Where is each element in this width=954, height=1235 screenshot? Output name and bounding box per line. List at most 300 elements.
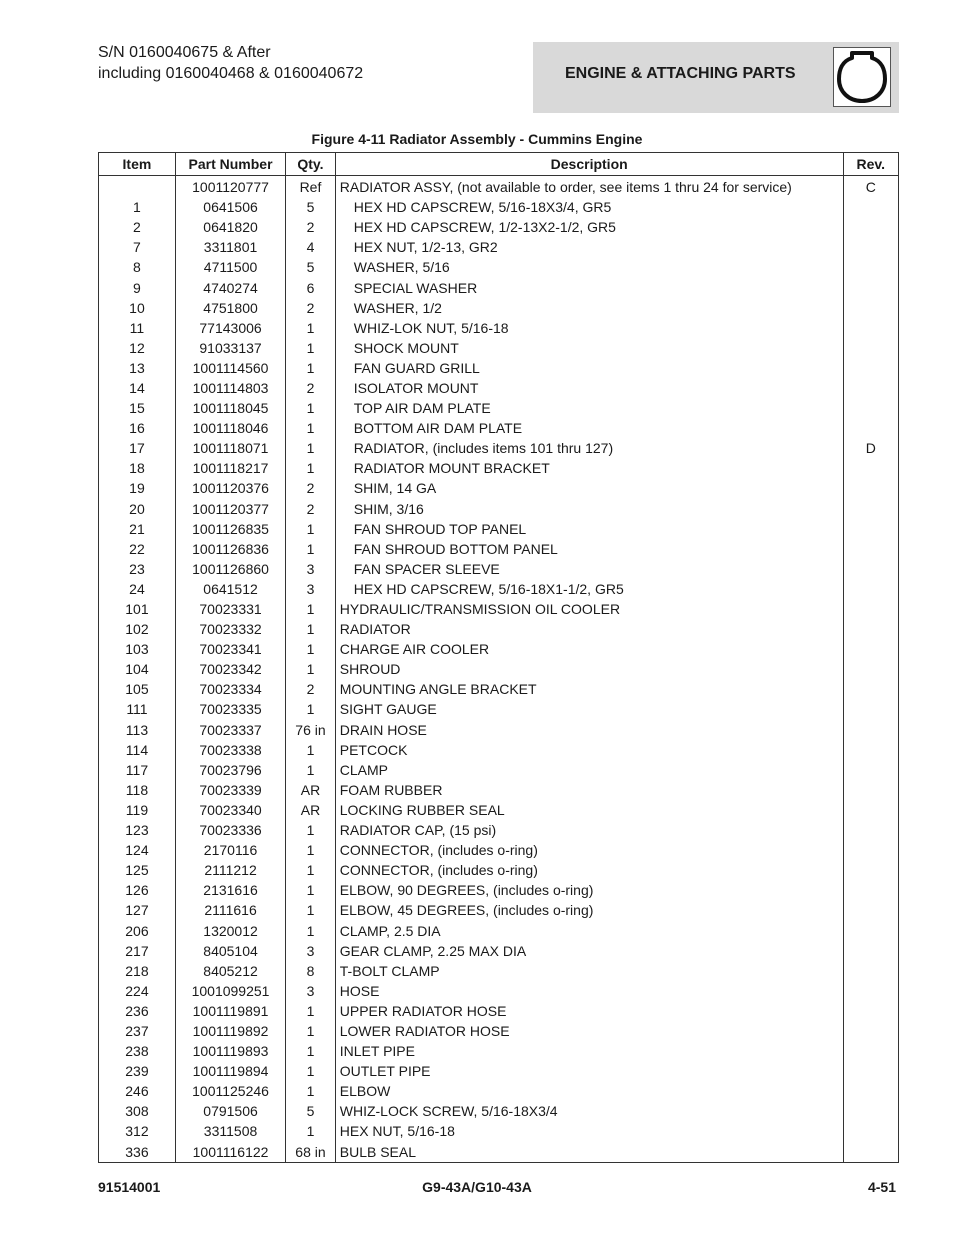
column-header-rev: Rev. xyxy=(843,153,898,176)
cell-qty: 3 xyxy=(286,981,336,1001)
cell-description xyxy=(335,257,843,277)
cell-qty: 6 xyxy=(286,277,336,297)
cell-rev xyxy=(843,237,898,257)
cell-description-text: HEX HD CAPSCREW, 5/16-18X1-1/2, GR5 xyxy=(353,580,624,597)
cell-item: 217 xyxy=(99,941,176,961)
cell-description: GEAR CLAMP, 2.25 MAX DIA xyxy=(335,941,843,961)
cell-part-number: 1001114803 xyxy=(175,378,285,398)
cell-part-number: 0641820 xyxy=(175,217,285,237)
cell-part-number: 1001114560 xyxy=(175,358,285,378)
cell-description xyxy=(335,318,843,338)
cell-description xyxy=(335,478,843,498)
table-row xyxy=(99,720,899,740)
serial-number-line-2: including 0160040468 & 0160040672 xyxy=(98,65,364,82)
serial-number-block xyxy=(98,42,363,84)
cell-item: 1 xyxy=(99,197,176,217)
cell-qty: 1 xyxy=(286,1121,336,1141)
cell-description: SIGHT GAUGE xyxy=(335,699,843,719)
cell-rev xyxy=(843,659,898,679)
cell-part-number: 2111616 xyxy=(175,900,285,920)
engine-outline-icon xyxy=(833,47,891,107)
cell-qty: 1 xyxy=(286,398,336,418)
cell-qty: 1 xyxy=(286,639,336,659)
cell-qty: 3 xyxy=(286,941,336,961)
cell-rev xyxy=(843,1101,898,1121)
parts-table-body xyxy=(99,176,899,1163)
cell-description xyxy=(335,539,843,559)
cell-part-number: 1001120377 xyxy=(175,499,285,519)
cell-qty: 1 xyxy=(286,438,336,458)
table-row xyxy=(99,197,899,217)
cell-part-number: 2131616 xyxy=(175,880,285,900)
table-row xyxy=(99,277,899,297)
cell-qty: 1 xyxy=(286,740,336,760)
cell-qty: 1 xyxy=(286,1001,336,1021)
table-row xyxy=(99,499,899,519)
column-header-part-number: Part Number xyxy=(175,153,285,176)
cell-part-number: 91033137 xyxy=(175,338,285,358)
cell-part-number: 1001099251 xyxy=(175,981,285,1001)
cell-item: 21 xyxy=(99,519,176,539)
parts-table xyxy=(98,152,899,1163)
footer-page-number: 4-51 xyxy=(867,1179,896,1195)
cell-part-number: 77143006 xyxy=(175,318,285,338)
cell-qty: 2 xyxy=(286,298,336,318)
cell-part-number: 1001116122 xyxy=(175,1142,285,1163)
table-row xyxy=(99,559,899,579)
cell-item: 23 xyxy=(99,559,176,579)
cell-qty: 3 xyxy=(286,579,336,599)
cell-qty: 1 xyxy=(286,458,336,478)
cell-description: UPPER RADIATOR HOSE xyxy=(335,1001,843,1021)
table-row xyxy=(99,740,899,760)
cell-qty: 1 xyxy=(286,900,336,920)
cell-part-number: 3311508 xyxy=(175,1121,285,1141)
cell-item: 246 xyxy=(99,1081,176,1101)
cell-item: 237 xyxy=(99,1021,176,1041)
cell-item: 103 xyxy=(99,639,176,659)
cell-qty: 2 xyxy=(286,679,336,699)
cell-qty: 1 xyxy=(286,699,336,719)
table-row xyxy=(99,760,899,780)
cell-rev xyxy=(843,1061,898,1081)
cell-description: ELBOW, 90 DEGREES, (includes o-ring) xyxy=(335,880,843,900)
cell-item: 12 xyxy=(99,338,176,358)
cell-description-text: FAN SPACER SLEEVE xyxy=(353,560,500,577)
cell-qty: 2 xyxy=(286,217,336,237)
cell-description: BULB SEAL xyxy=(335,1142,843,1163)
cell-part-number: 70023338 xyxy=(175,740,285,760)
table-row xyxy=(99,880,899,900)
table-row xyxy=(99,659,899,679)
cell-part-number: 1001118045 xyxy=(175,398,285,418)
cell-description-text: ISOLATOR MOUNT xyxy=(353,379,479,396)
cell-part-number: 0791506 xyxy=(175,1101,285,1121)
cell-item: 239 xyxy=(99,1061,176,1081)
table-row xyxy=(99,840,899,860)
cell-description: SHROUD xyxy=(335,659,843,679)
cell-rev xyxy=(843,679,898,699)
cell-qty: 68 in xyxy=(286,1142,336,1163)
cell-part-number: 1001118046 xyxy=(175,418,285,438)
cell-item: 2 xyxy=(99,217,176,237)
cell-description: DRAIN HOSE xyxy=(335,720,843,740)
cell-rev xyxy=(843,418,898,438)
cell-rev xyxy=(843,478,898,498)
cell-qty: 3 xyxy=(286,559,336,579)
cell-description-text: TOP AIR DAM PLATE xyxy=(353,400,491,417)
cell-rev xyxy=(843,780,898,800)
cell-part-number: 4740274 xyxy=(175,277,285,297)
cell-rev xyxy=(843,398,898,418)
cell-item: 119 xyxy=(99,800,176,820)
cell-rev xyxy=(843,1041,898,1061)
table-row xyxy=(99,1021,899,1041)
column-header-description: Description xyxy=(335,153,843,176)
cell-qty: AR xyxy=(286,800,336,820)
cell-rev xyxy=(843,599,898,619)
cell-part-number: 70023342 xyxy=(175,659,285,679)
cell-item: 7 xyxy=(99,237,176,257)
section-header xyxy=(533,42,899,113)
table-row xyxy=(99,378,899,398)
cell-part-number: 1001119893 xyxy=(175,1041,285,1061)
cell-rev xyxy=(843,338,898,358)
cell-qty: 8 xyxy=(286,961,336,981)
cell-rev xyxy=(843,981,898,1001)
cell-qty: 5 xyxy=(286,197,336,217)
cell-description xyxy=(335,579,843,599)
cell-part-number: 1001120376 xyxy=(175,478,285,498)
cell-item: 9 xyxy=(99,277,176,297)
cell-description: INLET PIPE xyxy=(335,1041,843,1061)
cell-part-number: 70023339 xyxy=(175,780,285,800)
cell-item: 111 xyxy=(99,699,176,719)
cell-description xyxy=(335,458,843,478)
table-row xyxy=(99,257,899,277)
table-row xyxy=(99,699,899,719)
cell-item xyxy=(99,176,176,198)
table-row xyxy=(99,1142,899,1163)
cell-item: 236 xyxy=(99,1001,176,1021)
table-row xyxy=(99,941,899,961)
cell-rev xyxy=(843,699,898,719)
cell-rev: D xyxy=(843,438,898,458)
cell-rev xyxy=(843,1021,898,1041)
table-row xyxy=(99,820,899,840)
table-row xyxy=(99,1121,899,1141)
cell-description-text: SPECIAL WASHER xyxy=(353,279,478,296)
cell-part-number: 70023331 xyxy=(175,599,285,619)
cell-description: RADIATOR ASSY, (not available to order, see items 1 thru 24 for service) xyxy=(335,176,843,198)
cell-item: 11 xyxy=(99,318,176,338)
cell-description xyxy=(335,237,843,257)
cell-qty: 2 xyxy=(286,378,336,398)
cell-qty: 1 xyxy=(286,1021,336,1041)
cell-description: RADIATOR CAP, (15 psi) xyxy=(335,820,843,840)
cell-description: WHIZ-LOCK SCREW, 5/16-18X3/4 xyxy=(335,1101,843,1121)
cell-part-number: 70023796 xyxy=(175,760,285,780)
cell-item: 312 xyxy=(99,1121,176,1141)
table-row xyxy=(99,900,899,920)
table-row xyxy=(99,298,899,318)
cell-part-number: 2111212 xyxy=(175,860,285,880)
cell-description xyxy=(335,499,843,519)
cell-qty: 1 xyxy=(286,599,336,619)
cell-description: CHARGE AIR COOLER xyxy=(335,639,843,659)
cell-qty: 4 xyxy=(286,237,336,257)
cell-item: 22 xyxy=(99,539,176,559)
table-row xyxy=(99,398,899,418)
table-row xyxy=(99,1101,899,1121)
cell-qty: 5 xyxy=(286,257,336,277)
cell-rev xyxy=(843,880,898,900)
cell-description: PETCOCK xyxy=(335,740,843,760)
cell-part-number: 1001118217 xyxy=(175,458,285,478)
cell-part-number: 3311801 xyxy=(175,237,285,257)
cell-rev xyxy=(843,1121,898,1141)
cell-item: 124 xyxy=(99,840,176,860)
table-row xyxy=(99,1001,899,1021)
cell-part-number: 4751800 xyxy=(175,298,285,318)
cell-rev xyxy=(843,760,898,780)
cell-qty: 1 xyxy=(286,880,336,900)
table-row xyxy=(99,981,899,1001)
cell-qty: 1 xyxy=(286,1061,336,1081)
cell-part-number: 70023332 xyxy=(175,619,285,639)
cell-description: RADIATOR xyxy=(335,619,843,639)
cell-item: 238 xyxy=(99,1041,176,1061)
cell-rev xyxy=(843,800,898,820)
cell-part-number: 4711500 xyxy=(175,257,285,277)
cell-description-text: FAN SHROUD BOTTOM PANEL xyxy=(353,540,558,557)
cell-part-number: 0641512 xyxy=(175,579,285,599)
cell-rev: C xyxy=(843,176,898,198)
cell-part-number: 70023335 xyxy=(175,699,285,719)
cell-description-text: HEX HD CAPSCREW, 1/2-13X2-1/2, GR5 xyxy=(353,219,616,236)
cell-rev xyxy=(843,740,898,760)
cell-description-text: BOTTOM AIR DAM PLATE xyxy=(353,420,523,437)
cell-rev xyxy=(843,820,898,840)
table-row xyxy=(99,579,899,599)
cell-item: 24 xyxy=(99,579,176,599)
cell-description: CLAMP, 2.5 DIA xyxy=(335,920,843,940)
cell-qty: 1 xyxy=(286,659,336,679)
cell-description: T-BOLT CLAMP xyxy=(335,961,843,981)
cell-part-number: 1001126835 xyxy=(175,519,285,539)
cell-item: 218 xyxy=(99,961,176,981)
cell-description-text: WASHER, 5/16 xyxy=(353,259,450,276)
table-header-row xyxy=(99,153,899,176)
cell-qty: 1 xyxy=(286,1041,336,1061)
cell-rev xyxy=(843,318,898,338)
cell-description: HEX NUT, 5/16-18 xyxy=(335,1121,843,1141)
cell-description xyxy=(335,277,843,297)
cell-item: 123 xyxy=(99,820,176,840)
table-row xyxy=(99,920,899,940)
cell-item: 18 xyxy=(99,458,176,478)
cell-rev xyxy=(843,298,898,318)
cell-item: 101 xyxy=(99,599,176,619)
cell-description: LOCKING RUBBER SEAL xyxy=(335,800,843,820)
cell-description xyxy=(335,519,843,539)
cell-part-number: 8405104 xyxy=(175,941,285,961)
cell-part-number: 70023340 xyxy=(175,800,285,820)
cell-description-text: RADIATOR MOUNT BRACKET xyxy=(353,460,550,477)
cell-item: 14 xyxy=(99,378,176,398)
table-row xyxy=(99,458,899,478)
cell-item: 125 xyxy=(99,860,176,880)
table-row xyxy=(99,639,899,659)
cell-qty: 1 xyxy=(286,418,336,438)
cell-qty: 1 xyxy=(286,840,336,860)
cell-rev xyxy=(843,277,898,297)
cell-rev xyxy=(843,1081,898,1101)
cell-qty: 1 xyxy=(286,860,336,880)
cell-rev xyxy=(843,1142,898,1163)
cell-description xyxy=(335,338,843,358)
table-row xyxy=(99,318,899,338)
table-row xyxy=(99,1061,899,1081)
cell-part-number: 70023334 xyxy=(175,679,285,699)
cell-rev xyxy=(843,840,898,860)
cell-description xyxy=(335,298,843,318)
cell-item: 19 xyxy=(99,478,176,498)
figure-title: Figure 4-11 Radiator Assembly - Cummins Engine xyxy=(311,131,643,147)
section-title: ENGINE & ATTACHING PARTS xyxy=(565,65,796,82)
table-row xyxy=(99,338,899,358)
cell-item: 8 xyxy=(99,257,176,277)
cell-rev xyxy=(843,900,898,920)
cell-qty: 1 xyxy=(286,338,336,358)
cell-item: 102 xyxy=(99,619,176,639)
cell-rev xyxy=(843,559,898,579)
cell-part-number: 70023336 xyxy=(175,820,285,840)
cell-rev xyxy=(843,499,898,519)
cell-description: CLAMP xyxy=(335,760,843,780)
cell-description: OUTLET PIPE xyxy=(335,1061,843,1081)
cell-item: 20 xyxy=(99,499,176,519)
cell-description xyxy=(335,438,843,458)
cell-description: ELBOW, 45 DEGREES, (includes o-ring) xyxy=(335,900,843,920)
table-row xyxy=(99,237,899,257)
cell-description-text: WASHER, 1/2 xyxy=(353,299,442,316)
cell-description: ELBOW xyxy=(335,1081,843,1101)
table-row xyxy=(99,1041,899,1061)
cell-qty: 2 xyxy=(286,499,336,519)
cell-qty: 1 xyxy=(286,539,336,559)
cell-description-text: HEX HD CAPSCREW, 5/16-18X3/4, GR5 xyxy=(353,199,612,216)
cell-qty: 2 xyxy=(286,478,336,498)
cell-description-text: HEX NUT, 1/2-13, GR2 xyxy=(353,239,498,256)
footer-model: G9-43A/G10-43A xyxy=(422,1179,532,1195)
cell-part-number: 70023341 xyxy=(175,639,285,659)
cell-rev xyxy=(843,257,898,277)
table-row xyxy=(99,961,899,981)
cell-item: 126 xyxy=(99,880,176,900)
cell-rev xyxy=(843,720,898,740)
cell-part-number: 1001125246 xyxy=(175,1081,285,1101)
cell-qty: 1 xyxy=(286,318,336,338)
cell-description xyxy=(335,418,843,438)
cell-qty: 1 xyxy=(286,358,336,378)
cell-part-number: 8405212 xyxy=(175,961,285,981)
cell-item: 16 xyxy=(99,418,176,438)
cell-part-number: 1001126860 xyxy=(175,559,285,579)
cell-description: CONNECTOR, (includes o-ring) xyxy=(335,840,843,860)
cell-rev xyxy=(843,217,898,237)
cell-item: 15 xyxy=(99,398,176,418)
cell-item: 13 xyxy=(99,358,176,378)
cell-part-number: 0641506 xyxy=(175,197,285,217)
cell-description xyxy=(335,398,843,418)
cell-item: 105 xyxy=(99,679,176,699)
cell-description-text: SHIM, 3/16 xyxy=(353,500,424,517)
cell-part-number: 1320012 xyxy=(175,920,285,940)
cell-rev xyxy=(843,961,898,981)
cell-rev xyxy=(843,358,898,378)
table-row xyxy=(99,478,899,498)
cell-item: 117 xyxy=(99,760,176,780)
table-row xyxy=(99,800,899,820)
cell-rev xyxy=(843,378,898,398)
cell-item: 104 xyxy=(99,659,176,679)
cell-description: LOWER RADIATOR HOSE xyxy=(335,1021,843,1041)
cell-description-text: SHOCK MOUNT xyxy=(353,339,459,356)
cell-rev xyxy=(843,519,898,539)
table-row xyxy=(99,780,899,800)
cell-description: FOAM RUBBER xyxy=(335,780,843,800)
cell-rev xyxy=(843,579,898,599)
table-row xyxy=(99,679,899,699)
cell-description-text: FAN SHROUD TOP PANEL xyxy=(353,520,527,537)
cell-item: 113 xyxy=(99,720,176,740)
serial-number-line-1: S/N 0160040675 & After xyxy=(98,44,271,61)
cell-rev xyxy=(843,860,898,880)
cell-description: HOSE xyxy=(335,981,843,1001)
cell-description: MOUNTING ANGLE BRACKET xyxy=(335,679,843,699)
cell-item: 206 xyxy=(99,920,176,940)
table-row xyxy=(99,358,899,378)
table-row xyxy=(99,438,899,458)
column-header-qty: Qty. xyxy=(286,153,336,176)
cell-part-number: 1001126836 xyxy=(175,539,285,559)
cell-description-text: RADIATOR, (includes items 101 thru 127) xyxy=(353,440,614,457)
cell-rev xyxy=(843,941,898,961)
cell-part-number: 1001119894 xyxy=(175,1061,285,1081)
cell-qty: Ref xyxy=(286,176,336,198)
cell-part-number: 70023337 xyxy=(175,720,285,740)
table-row xyxy=(99,860,899,880)
cell-rev xyxy=(843,920,898,940)
table-row xyxy=(99,599,899,619)
cell-part-number: 1001119892 xyxy=(175,1021,285,1041)
cell-description xyxy=(335,197,843,217)
cell-description-text: WHIZ-LOK NUT, 5/16-18 xyxy=(353,319,509,336)
table-row xyxy=(99,519,899,539)
cell-item: 224 xyxy=(99,981,176,1001)
cell-qty: 1 xyxy=(286,519,336,539)
footer-doc-number: 91514001 xyxy=(98,1179,161,1195)
cell-part-number: 1001118071 xyxy=(175,438,285,458)
cell-part-number: 1001120777 xyxy=(175,176,285,198)
cell-qty: 76 in xyxy=(286,720,336,740)
cell-qty: 1 xyxy=(286,1081,336,1101)
cell-rev xyxy=(843,639,898,659)
cell-item: 308 xyxy=(99,1101,176,1121)
cell-description xyxy=(335,358,843,378)
table-row xyxy=(99,418,899,438)
